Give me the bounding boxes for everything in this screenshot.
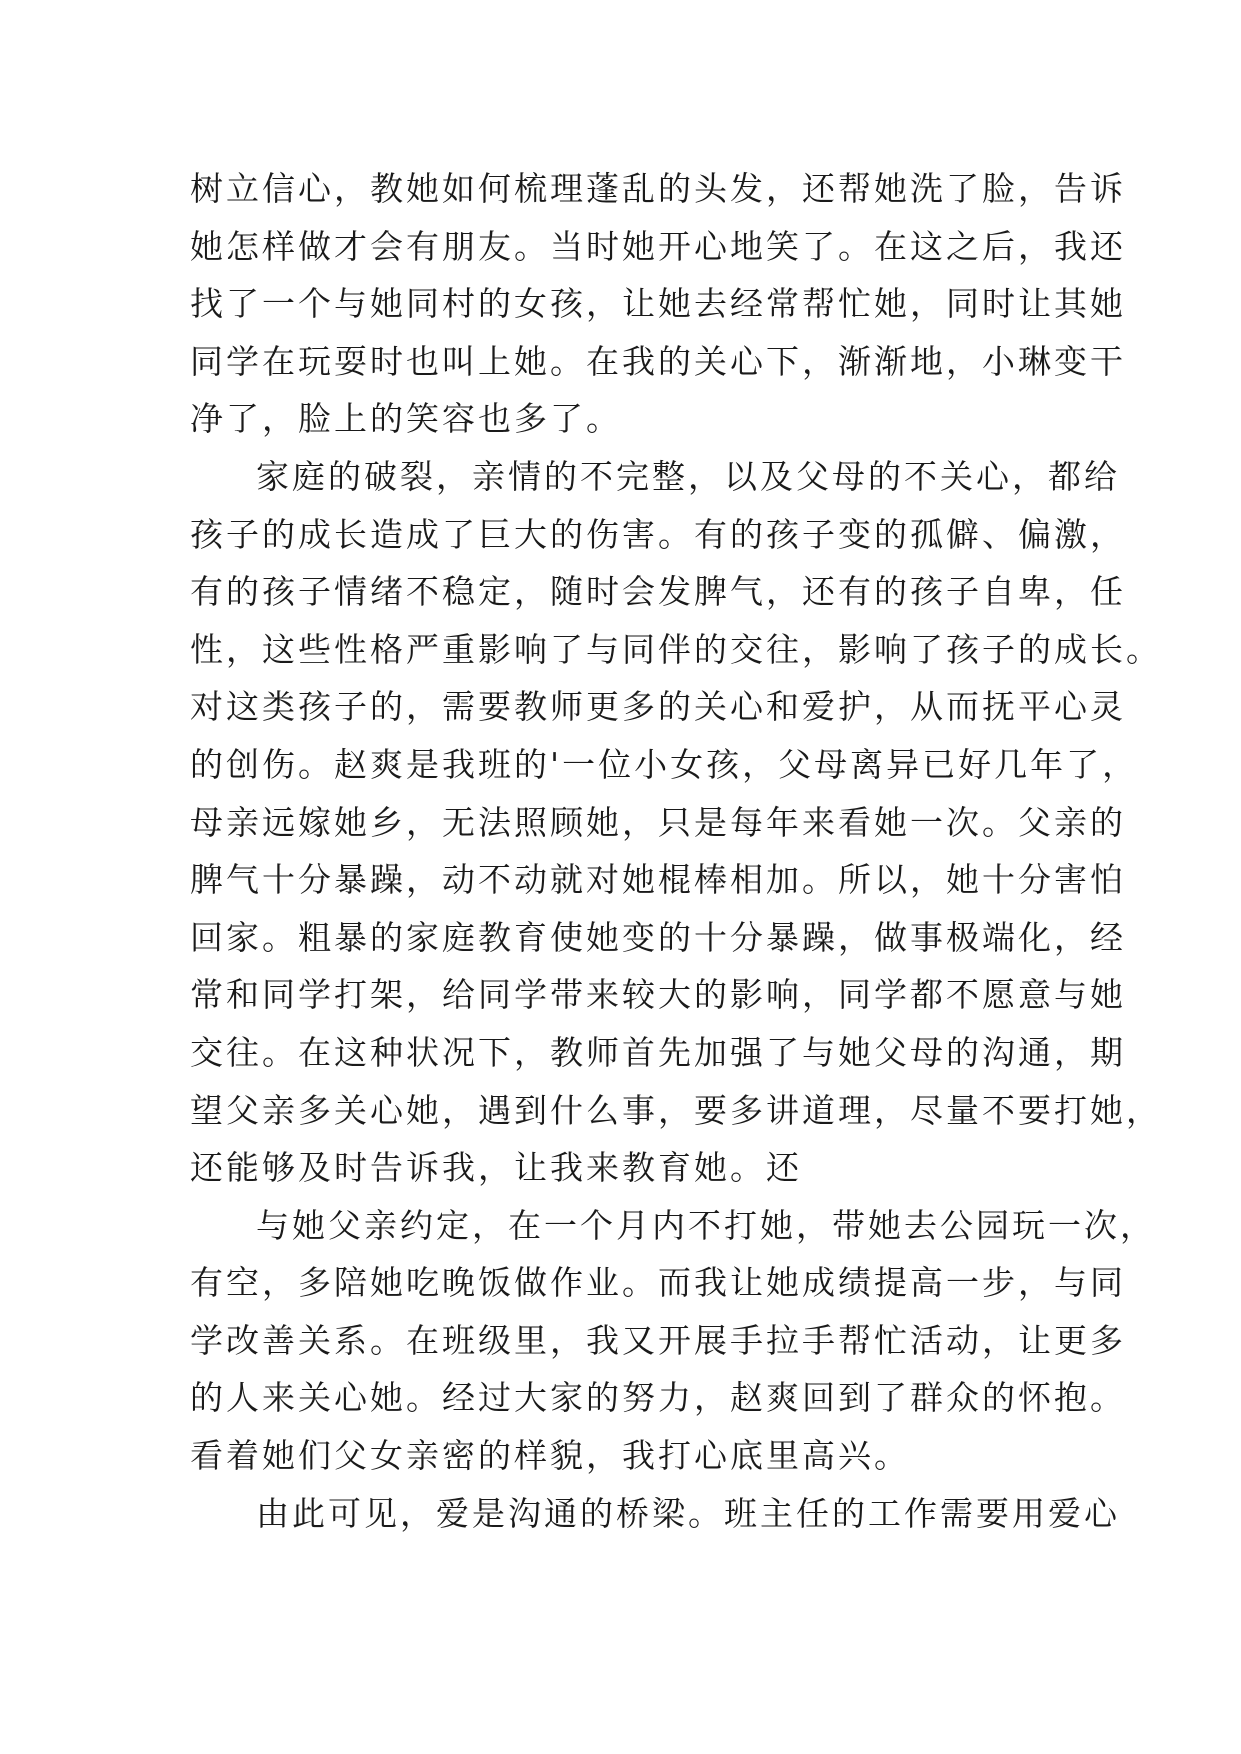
- text-line: 找了一个与她同村的女孩，让她去经常帮忙她，同时让其她: [190, 284, 1126, 324]
- text-line: 学改善关系。在班级里，我又开展手拉手帮忙活动，让更多: [190, 1320, 1126, 1360]
- text-line: 望父亲多关心她，遇到什么事，要多讲道理，尽量不要打她，: [190, 1090, 1162, 1130]
- document-body: [190, 160, 1162, 1542]
- text-line: 的人来关心她。经过大家的努力，赵爽回到了群众的怀抱。: [190, 1378, 1126, 1418]
- text-line: 有空，多陪她吃晚饭做作业。而我让她成绩提高一步，与同: [190, 1263, 1126, 1303]
- text-line: 回家。粗暴的家庭教育使她变的十分暴躁，做事极端化，经: [190, 917, 1126, 957]
- text-line: 对这类孩子的，需要教师更多的关心和爱护，从而抚平心灵: [190, 687, 1126, 727]
- text-line: 常和同学打架，给同学带来较大的影响，同学都不愿意与她: [190, 975, 1126, 1015]
- text-line: 交往。在这种状况下，教师首先加强了与她父母的沟通，期: [190, 1032, 1126, 1072]
- text-line: 脾气十分暴躁，动不动就对她棍棒相加。所以，她十分害怕: [190, 860, 1126, 900]
- text-line: 她怎样做才会有朋友。当时她开心地笑了。在这之后，我还: [190, 226, 1126, 266]
- paragraph-first-line: 由此可见，爱是沟通的桥梁。班主任的工作需要用爱心: [256, 1493, 1120, 1533]
- text-line: 净了，脸上的笑容也多了。: [190, 399, 622, 439]
- paragraph-first-line: 与她父亲约定，在一个月内不打她，带她去公园玩一次，: [256, 1205, 1156, 1245]
- text-line: 性，这些性格严重影响了与同伴的交往，影响了孩子的成长。: [190, 629, 1162, 669]
- text-line: 看着她们父女亲密的样貌，我打心底里高兴。: [190, 1436, 910, 1476]
- text-line: 同学在玩耍时也叫上她。在我的关心下，渐渐地，小琳变干: [190, 341, 1126, 381]
- text-line: 树立信心，教她如何梳理蓬乱的头发，还帮她洗了脸，告诉: [190, 169, 1126, 208]
- text-line: 还能够及时告诉我，让我来教育她。还: [190, 1148, 802, 1188]
- text-line: 孩子的成长造成了巨大的伤害。有的孩子变的孤僻、偏激，: [190, 514, 1126, 554]
- text-line: 有的孩子情绪不稳定，随时会发脾气，还有的孩子自卑，任: [190, 572, 1126, 612]
- paragraph-first-line: 家庭的破裂，亲情的不完整，以及父母的不关心，都给: [256, 456, 1120, 496]
- text-line: 母亲远嫁她乡，无法照顾她，只是每年来看她一次。父亲的: [190, 802, 1126, 842]
- text-line: 的创伤。赵爽是我班的'一位小女孩，父母离异已好几年了，: [190, 744, 1139, 784]
